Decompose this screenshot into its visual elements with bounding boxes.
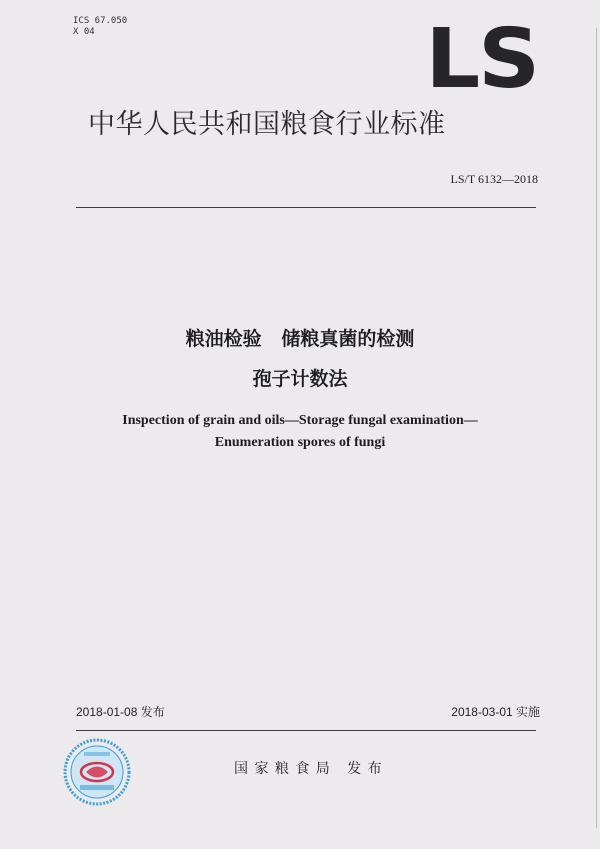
footer-divider bbox=[76, 730, 536, 731]
chinese-title-line-1: 粮油检验 储粮真菌的检测 bbox=[185, 328, 415, 350]
classification-codes bbox=[73, 16, 127, 38]
english-title-line-2: Enumeration spores of fungi bbox=[214, 435, 386, 450]
standard-code: LS/T 6132—2018 bbox=[450, 172, 538, 186]
ccs-code: X 04 bbox=[73, 27, 95, 37]
issue-date: 2018-01-08 发布 bbox=[76, 705, 165, 719]
english-title-line-1: Inspection of grain and oils—Storage fungal examination— bbox=[122, 413, 478, 428]
chinese-title-line-2: 孢子计数法 bbox=[252, 368, 348, 390]
organization-title: 中华人民共和国粮食行业标准 bbox=[88, 109, 446, 140]
seal-stamp-icon bbox=[62, 737, 132, 807]
publisher-line: 国 家 粮 食 局 发 布 bbox=[234, 761, 383, 777]
header-divider bbox=[76, 207, 536, 208]
ls-logo: LS bbox=[425, 12, 538, 107]
ics-code: ICS 67.050 bbox=[73, 16, 128, 26]
implementation-date: 2018-03-01 实施 bbox=[451, 705, 540, 719]
